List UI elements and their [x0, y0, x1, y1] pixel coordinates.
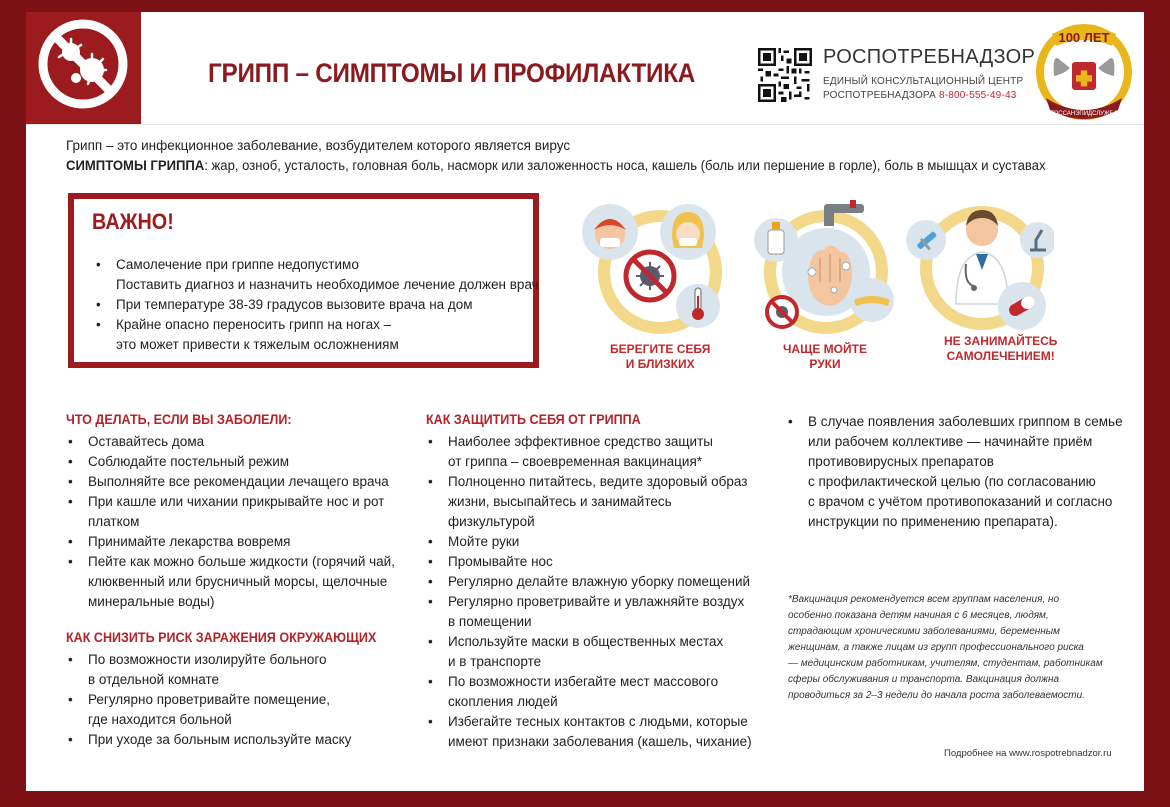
list-item — [66, 532, 395, 552]
footnote-line: женщинам, а также лицам из групп профессионального риска — [788, 642, 1084, 653]
poster — [26, 12, 1144, 791]
list-item — [66, 650, 351, 690]
list-item-line: противовирусных препаратов — [808, 454, 994, 469]
intro-text: Грипп – это инфекционное заболевание, возбудителем которого является вирус — [66, 138, 571, 153]
caption-wash-hands — [783, 342, 867, 372]
important-box — [68, 193, 539, 368]
list-item-line: Регулярно проветривайте и увлажняйте воздух — [448, 594, 745, 609]
list-item-line: физкультурой — [448, 514, 535, 529]
list-item-line: Крайне опасно переносить грипп на ногах – — [116, 317, 392, 332]
caption-line: И БЛИЗКИХ — [625, 357, 695, 371]
list-item-line: имеют признаки заболевания (кашель, чихание) — [448, 734, 752, 749]
list-item-line: Регулярно проветривайте помещение, — [88, 692, 331, 707]
list-item-line: Пейте как можно больше жидкости (горячий чай, — [88, 554, 395, 569]
list-item-line: где находится больной — [88, 712, 232, 727]
header-divider — [26, 124, 1144, 125]
protect-section-title: КАК ЗАЩИТИТЬ СЕБЯ ОТ ГРИППА — [426, 412, 641, 427]
family-list — [786, 412, 1123, 532]
risk-list — [66, 650, 351, 750]
anniversary-emblem-icon — [1030, 16, 1138, 124]
list-item-line: клюквенный или брусничный морсы, щелочные — [88, 574, 388, 589]
list-item-line: В случае появления заболевших гриппом в семье — [808, 414, 1123, 429]
footnote-line: страдающим хроническими заболеваниями, беременным — [788, 626, 1060, 637]
list-item-line: с врачом с учётом противопоказаний и согласно — [808, 494, 1113, 509]
no-virus-icon — [26, 12, 141, 124]
list-item — [66, 690, 351, 730]
list-item — [426, 432, 752, 472]
caption-line: НЕ ЗАНИМАЙТЕСЬ — [944, 334, 1058, 348]
list-item — [66, 730, 351, 750]
org-subtitle: ЕДИНЫЙ КОНСУЛЬТАЦИОННЫЙ ЦЕНТР — [823, 76, 1024, 87]
sick-section-title: ЧТО ДЕЛАТЬ, ЕСЛИ ВЫ ЗАБОЛЕЛИ: — [66, 412, 292, 427]
footnote-line: — медицинским работникам, учителям, студентам, работникам — [788, 658, 1103, 669]
list-item — [426, 712, 752, 752]
list-item — [94, 295, 539, 315]
protect-list — [426, 432, 752, 752]
caption-no-self-treatment — [944, 334, 1057, 364]
list-item-line: При уходе за больным используйте маску — [88, 732, 352, 747]
important-list — [94, 255, 539, 355]
symptoms-list: : жар, озноб, усталость, головная боль, насморк или заложенность носа, кашель (боль или першение в горле), боль в мышцах и суставах — [204, 158, 1046, 173]
list-item-line: и в транспорте — [448, 654, 542, 669]
list-item-line: платком — [88, 514, 140, 529]
list-item — [786, 412, 1123, 532]
list-item-line: это может привести к тяжелым осложнениям — [116, 337, 399, 352]
list-item-line: Избегайте тесных контактов с людьми, которые — [448, 714, 748, 729]
caption-line: ЧАЩЕ МОЙТЕ — [783, 342, 867, 356]
list-item — [426, 532, 752, 552]
list-item-line: минеральные воды) — [88, 594, 215, 609]
caption-line: РУКИ — [809, 357, 841, 371]
qr-code-icon[interactable] — [758, 48, 812, 102]
list-item — [66, 552, 395, 612]
phone-link[interactable]: 8-800-555-49-43 — [938, 90, 1017, 101]
list-item-line: с профилактической целью (по согласованию — [808, 474, 1096, 489]
risk-section-title: КАК СНИЗИТЬ РИСК ЗАРАЖЕНИЯ ОКРУЖАЮЩИХ — [66, 630, 377, 645]
list-item-line: Промывайте нос — [448, 554, 553, 569]
list-item-line: Самолечение при гриппе недопустимо — [116, 257, 359, 272]
list-item — [66, 492, 395, 532]
list-item — [426, 672, 752, 712]
list-item-line: Наиболее эффективное средство защиты — [448, 434, 713, 449]
no-virus-logo — [26, 12, 141, 124]
list-item-line: Принимайте лекарства вовремя — [88, 534, 291, 549]
no-self-treatment-illustration — [904, 200, 1054, 335]
list-item-line: Поставить диагноз и назначить необходимое лечение должен врач — [116, 277, 539, 292]
wash-hands-illustration — [748, 200, 898, 335]
list-item-line: По возможности изолируйте больного — [88, 652, 327, 667]
list-item-line: скопления людей — [448, 694, 558, 709]
org-contact — [823, 90, 1016, 101]
caption-protect — [610, 342, 710, 372]
vaccination-footnote — [788, 592, 1103, 704]
list-item — [66, 472, 395, 492]
list-item — [426, 572, 752, 592]
list-item-line: Используйте маски в общественных местах — [448, 634, 724, 649]
list-item — [426, 592, 752, 632]
footnote-line: сферы обслуживания и транспорта. Вакцинация должна — [788, 674, 1060, 685]
page-title: ГРИПП – СИМПТОМЫ И ПРОФИЛАКТИКА — [208, 58, 696, 88]
list-item-line: от гриппа – своевременная вакцинация* — [448, 454, 703, 469]
protect-family-illustration — [580, 200, 730, 335]
list-item-line: Выполняйте все рекомендации лечащего врача — [88, 474, 389, 489]
list-item — [66, 452, 395, 472]
list-item-line: или рабочем коллективе — начинайте приём — [808, 434, 1093, 449]
list-item — [94, 315, 539, 355]
list-item-line: При температуре 38-39 градусов вызовите врача на дом — [116, 297, 473, 312]
sick-list — [66, 432, 395, 612]
important-title: ВАЖНО! — [92, 209, 174, 234]
list-item-line: Соблюдайте постельный режим — [88, 454, 290, 469]
list-item-line: жизни, высыпайтесь и занимайтесь — [448, 494, 672, 509]
list-item — [66, 432, 395, 452]
caption-line: САМОЛЕЧЕНИЕМ! — [946, 349, 1055, 363]
list-item-line: При кашле или чихании прикрывайте нос и рот — [88, 494, 385, 509]
list-item-line: Полноценно питайтесь, ведите здоровый образ — [448, 474, 748, 489]
emblem-ribbon-text: ГОССАНЭПИДСЛУЖБА — [1050, 111, 1118, 117]
list-item-line: инструкции по применению препарата). — [808, 514, 1058, 529]
footnote-line: *Вакцинация рекомендуется всем группам населения, но — [788, 594, 1060, 605]
list-item-line: Регулярно делайте влажную уборку помещений — [448, 574, 751, 589]
org-subtitle-2: РОСПОТРЕБНАДЗОРА — [823, 90, 936, 101]
list-item-line: По возможности избегайте мест массового — [448, 674, 719, 689]
list-item — [426, 632, 752, 672]
list-item-line: в помещении — [448, 614, 532, 629]
caption-line: БЕРЕГИТЕ СЕБЯ — [610, 342, 711, 356]
emblem-text: 100 ЛЕТ — [1058, 30, 1110, 45]
list-item — [426, 552, 752, 572]
footnote-line: проводиться за 2–3 недели до начала роста заболеваемости. — [788, 690, 1085, 701]
list-item-line: в отдельной комнате — [88, 672, 220, 687]
footnote-line: особенно показана детям начиная с 6 месяцев, людям, — [788, 610, 1049, 621]
symptoms-label: СИМПТОМЫ ГРИППА — [66, 158, 205, 173]
website-link[interactable]: Подробнее на www.rospotrebnadzor.ru — [944, 748, 1112, 759]
list-item-line: Оставайтесь дома — [88, 434, 205, 449]
list-item — [94, 255, 539, 295]
list-item-line: Мойте руки — [448, 534, 520, 549]
org-name: РОСПОТРЕБНАДЗОР — [823, 46, 1036, 68]
symptoms-text — [66, 158, 1046, 173]
list-item — [426, 472, 752, 532]
